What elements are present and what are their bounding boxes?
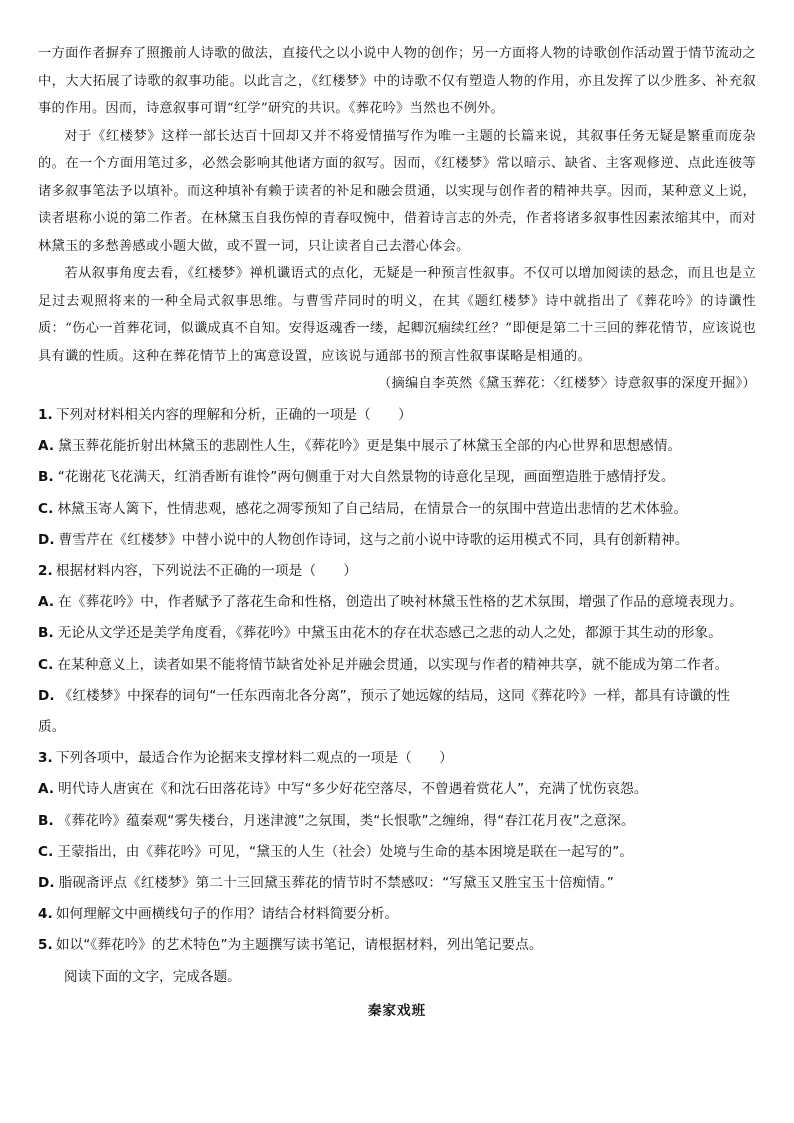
passage-paragraph: 若从叙事角度去看，《红楼梦》禅机谶语式的点化，无疑是一种预言性叙事。不仅可以增加阅读的悬念，而且也是立足过去观照将来的一种全局式叙事思维。与曹雪芹同时的明义，在其《题红楼梦》诗中就指出了《葬花吟》的诗谶性质：“伤心一首葬花词，似谶成真不自知。安得返魂香一缕，起卿沉痼续红丝？”即便是第二十三回的葬花情节，应该说也具有谶的性质。这种在葬花情节上的寓意设置，应该说与通部书的预言性叙事谋略是相通的。 [38,266,756,364]
question-option [38,774,756,805]
option-label: D. [38,875,55,892]
option-label: B. [38,625,54,642]
option-label: D. [38,687,55,704]
reading-passage [38,40,756,397]
question-option [38,525,756,556]
option-label: B. [38,812,54,829]
option-label: A. [38,594,55,611]
question-number: 4. [38,906,53,923]
question-option [38,837,756,868]
question-number: 5. [38,937,53,954]
question-option [38,806,756,837]
option-label: C. [38,656,54,673]
option-text: 在某种意义上，读者如果不能将情节缺省处补足并融会贯通，以实现与作者的精神共享，就不能成为第二作者。 [57,656,729,673]
question-stem: 2. 根据材料内容，下列说法不正确的一项是（ ） [38,563,358,580]
exam-page [38,40,756,1019]
question-stem: 1. 下列对材料相关内容的理解和分析，正确的一项是（ ） [38,407,412,423]
option-label: A. [38,438,55,455]
reading-instruction: 阅读下面的文字，完成各题。 [64,968,241,985]
question-option [38,868,756,899]
passage-paragraph: 一方面作者摒弃了照搬前人诗歌的做法，直接代之以小说中人物的创作；另一方面将人物的诗歌创作活动置于情节流动之中，大大拓展了诗歌的叙事功能。以此言之，《红楼梦》中的诗歌不仅有塑造人物的作用，亦且发挥了以少胜多、补充叙事的作用。因而，诗意叙事可谓“红学”研究的共识。《葬花吟》当然也不例外。 [38,46,756,116]
question-option [38,462,756,493]
option-text: 脂砚斋评点《红楼梦》第二十三回黛玉葬花的情节时不禁感叹：“写黛玉又胜宝玉十倍痴情。” [58,875,614,892]
passage-paragraph: 对于《红楼梦》这样一部长达百十回却又并不将爱情描写作为唯一主题的长篇来说，其叙事任务无疑是繁重而庞杂的。在一个方面用笔过多，必然会影响其他诸方面的叙写。因而，《红楼梦》常以暗示、缺省、主客观修逆、点此连彼等诸多叙事笔法予以填补。而这种填补有赖于读者的补足和融会贯通，以实现与创作者的精神共享。因而，某种意义上说，读者堪称小说的第二作者。在林黛玉自我伤悼的青春叹惋中，借着诗言志的外壳，作者将诸多叙事性因素浓缩其中，而对林黛玉的多愁善感或小题大做，或不置一词，只让读者自己去潜心体会。 [38,128,756,254]
question-list [38,400,756,1019]
question-option [38,681,756,743]
option-text: “花谢花飞花满天，红消香断有谁怜”两句侧重于对大自然景物的诗意化呈现，画面塑造胜于感情抒发。 [57,469,675,486]
question-option [38,618,756,649]
option-text: 《葬花吟》蕴秦观“雾失楼台，月迷津渡”之氛围，类“长恨歌”之缠绵，得“春江花月夜”之意深。 [57,812,635,829]
option-label: C. [38,500,54,517]
option-label: B. [38,469,54,486]
option-text: 在《葬花吟》中，作者赋予了落花生命和性格，创造出了映衬林黛玉性格的艺术氛围，增强了作品的意境表现力。 [58,594,743,611]
question-option [38,650,756,681]
question-stem: 5. 如以“《葬花吟》的艺术特色”为主题撰写读书笔记，请根据材料，列出笔记要点。 [38,937,543,954]
question-option [38,431,756,462]
question-number: 3. [38,750,53,767]
option-text: 明代诗人唐寅在《和沈石田落花诗》中写“多少好花空落尽，不曾遇着赏花人”，充满了忧伤哀怨。 [58,781,648,798]
option-text: 无论从文学还是美学角度看，《葬花吟》中黛玉由花木的存在状态感己之悲的动人之处，都源于其生动的形象。 [57,625,722,642]
option-text: 王蒙指出，由《葬花吟》可见，“黛玉的人生（社会）处境与生命的基本困境是联在一起写的”。 [57,843,634,860]
option-text: 《红楼梦》中探春的词句“一任东西南北各分离”，预示了她远嫁的结局，这同《葬花吟》一样，都具有诗谶的性质。 [38,687,731,736]
option-text: 黛玉葬花能折射出林黛玉的悲剧性人生，《葬花吟》更是集中展示了林黛玉全部的内心世界和思想感情。 [58,438,682,455]
question-stem: 4. 如何理解文中画横线句子的作用？请结合材料简要分析。 [38,906,399,923]
question-number: 2. [38,563,53,580]
question-option [38,494,756,525]
next-passage-title: 秦家戏班 [367,1002,427,1019]
option-label: C. [38,843,54,860]
question-number: 1. [38,407,53,423]
option-label: A. [38,781,55,798]
option-label: D. [38,531,55,548]
passage-source: （摘编自李英然《黛玉葬花：〈红楼梦〉诗意叙事的深度开掘》） [378,376,756,391]
question-option [38,587,756,618]
option-text: 曹雪芹在《红楼梦》中替小说中的人物创作诗词，这与之前小说中诗歌的运用模式不同，具有创新精神。 [58,531,689,548]
question-stem: 3. 下列各项中，最适合作为论据来支撑材料二观点的一项是（ ） [38,750,453,767]
option-text: 林黛玉寄人篱下，性情悲观，感花之凋零预知了自己结局，在情景合一的氛围中营造出悲情的艺术体验。 [57,500,688,517]
